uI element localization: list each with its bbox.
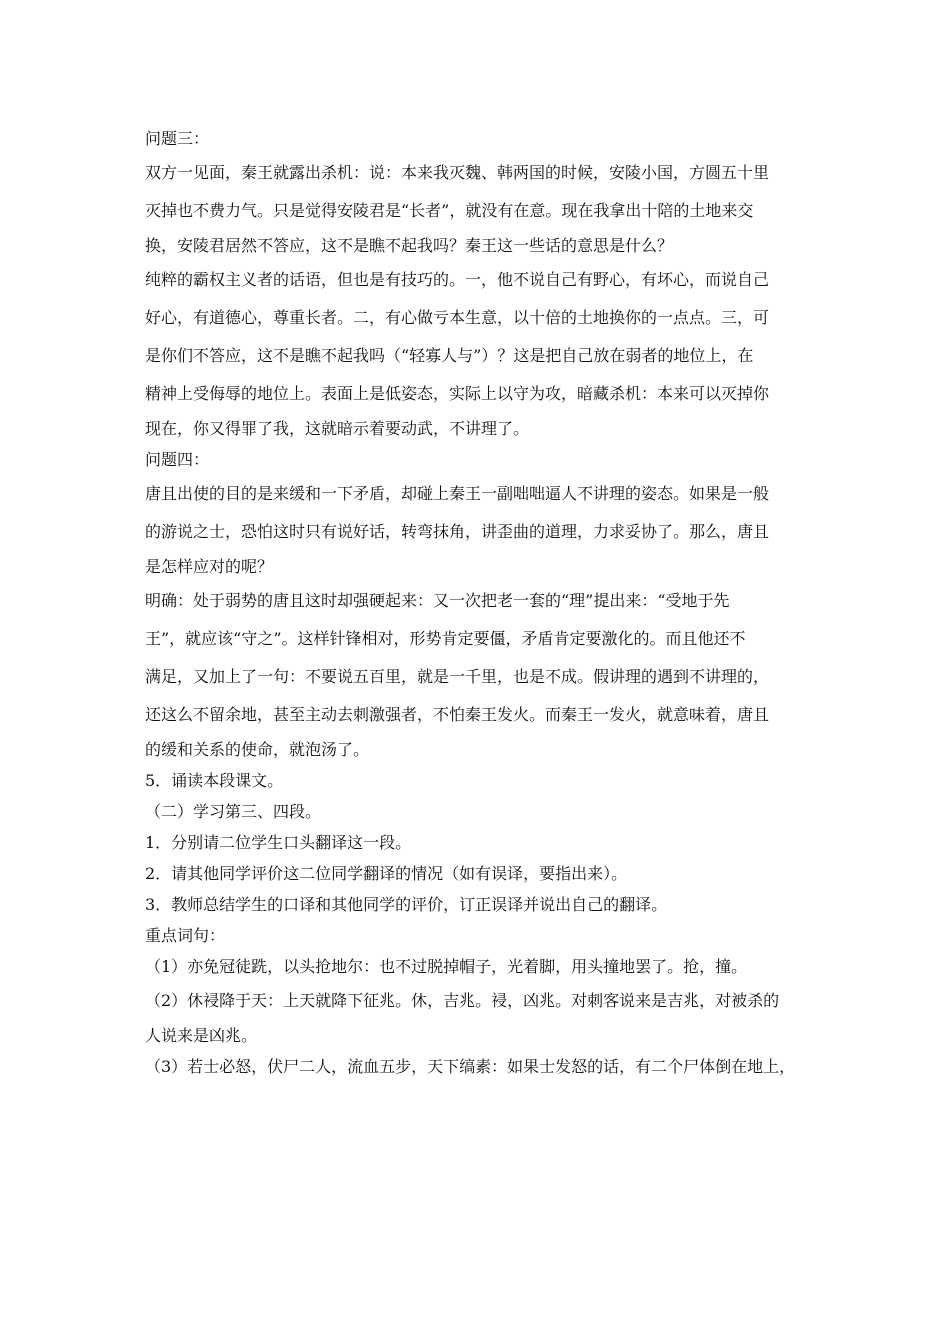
paragraph-line: 的缓和关系的使命，就泡汤了。 [145,740,370,759]
paragraph-line: 灭掉也不费力气。只是觉得安陵君是“长者”，就没有在意。现在我拿出十陪的土地来交 [145,201,754,220]
paragraph-line: 还这么不留余地，甚至主动去刺激强者，不怕秦王发火。而秦王一发火，就意味着，唐且 [145,705,770,724]
heading-question-3: 问题三： [145,129,210,148]
key-phrases-heading: 重点词句： [145,926,226,945]
paragraph-line: 明确：处于弱势的唐且这时却强硬起来：又一次把老一套的“理”提出来：“受地于先 [145,591,730,610]
paragraph-line: 双方一见面，秦王就露出杀机：说：本来我灭魏、韩两国的时候，安陵小国，方圆五十里 [145,163,770,182]
paragraph-line: 好心，有道德心，尊重长者。二，有心做亏本生意，以十倍的土地换你的一点点。三，可 [145,308,770,327]
paragraph-line: 换，安陵君居然不答应，这不是瞧不起我吗？秦王这一些话的意思是什么？ [145,236,674,255]
paragraph-line: 是你们不答应，这不是瞧不起我吗（“轻寡人与”）？这是把自己放在弱者的地位上，在 [145,346,754,365]
paragraph-line: 王”，就应该“守之”。这样针锋相对，形势肯定要僵，矛盾肯定要激化的。而且他还不 [145,629,746,648]
paragraph-line: 唐且出使的目的是来缓和一下矛盾，却碰上秦王一副咄咄逼人不讲理的姿态。如果是一般 [145,484,770,503]
heading-question-4: 问题四： [145,450,210,469]
list-item: （1）亦免冠徒跣，以头抢地尔：也不过脱掉帽子，光着脚，用头撞地罢了。抢，撞。 [145,957,748,976]
list-item: 2．请其他同学评价这二位同学翻译的情况（如有误译，要指出来）。 [145,864,628,883]
paragraph-line: 满足，又加上了一句：不要说五百里，就是一千里，也是不成。假讲理的遇到不讲理的， [145,667,770,686]
document-body [145,123,835,1082]
paragraph-line: 人说来是凶兆。 [145,1026,258,1045]
paragraph-line: 纯粹的霸权主义者的话语，但也是有技巧的。一，他不说自己有野心，有坏心，而说自己 [145,270,770,289]
list-item: （2）休祲降于天：上天就降下征兆。休，吉兆。祲，凶兆。对刺客说来是吉兆，对被杀的 [145,991,780,1010]
paragraph-line: 的游说之士，恐怕这时只有说好话，转弯抹角，讲歪曲的道理，力求妥协了。那么，唐且 [145,522,770,541]
paragraph-line: 精神上受侮辱的地位上。表面上是低姿态，实际上以守为攻，暗藏杀机：本来可以灭掉你 [145,384,770,403]
list-item: （3）若士必怒，伏尸二人，流血五步，天下缟素：如果士发怒的话，有二个尸体倒在地上， [145,1057,796,1076]
list-item: 3．教师总结学生的口译和其他同学的评价，订正误译并说出自己的翻译。 [145,895,668,914]
list-item: 1．分别请二位学生口头翻译这一段。 [145,833,412,852]
paragraph-line: 现在，你又得罪了我，这就暗示着要动武，不讲理了。 [145,419,530,438]
list-item: 5．诵读本段课文。 [145,771,284,790]
section-heading: （二）学习第三、四段。 [145,802,322,821]
paragraph-line: 是怎样应对的呢？ [145,557,274,576]
